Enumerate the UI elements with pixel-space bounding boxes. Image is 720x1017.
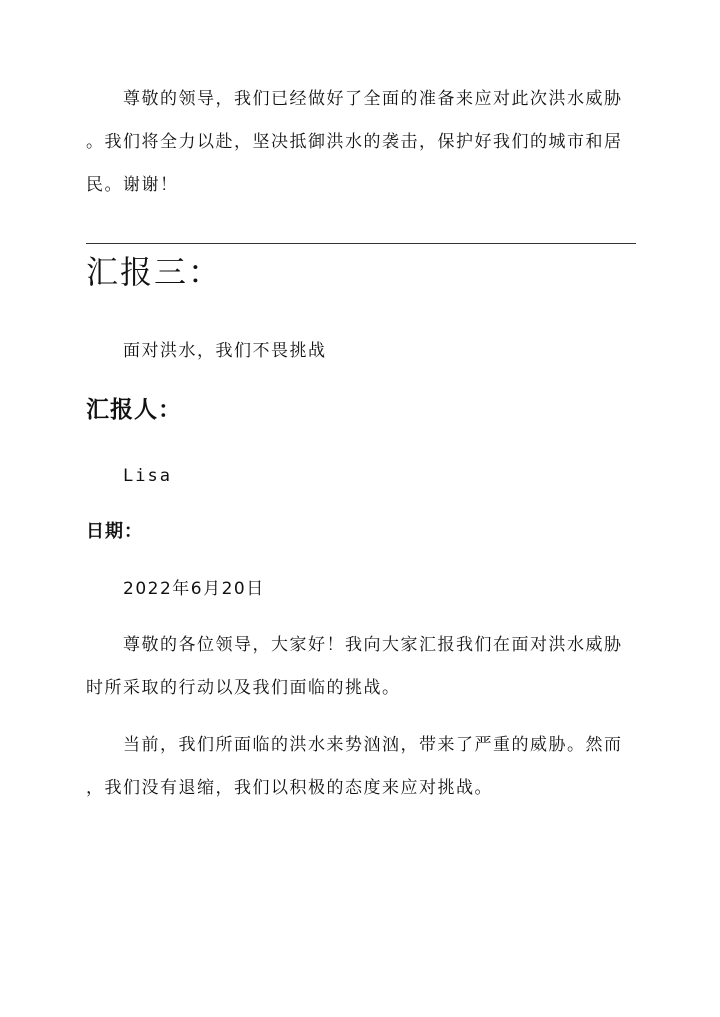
paragraph-line: 当前，我们所面临的洪水来势汹汹，带来了严重的威胁。然而 (123, 735, 623, 755)
paragraph-line: 尊敬的领导，我们已经做好了全面的准备来应对此次洪水威胁 (123, 89, 623, 109)
situation-paragraph (86, 724, 636, 810)
intro-paragraph (86, 624, 636, 710)
report-subtitle: 面对洪水，我们不畏挑战 (123, 341, 327, 361)
reporter-label: 汇报人： (86, 397, 182, 423)
section-divider (86, 243, 636, 244)
paragraph-line: 时所采取的行动以及我们面临的挑战。 (86, 678, 401, 698)
section-heading: 汇报三： (86, 253, 223, 291)
paragraph-line: ，我们没有退缩，我们以积极的态度来应对挑战。 (86, 778, 493, 798)
paragraph-line: 。我们将全力以赴，坚决抵御洪水的袭击，保护好我们的城市和居 (86, 132, 623, 152)
report-date: 2022年6月20日 (123, 579, 265, 599)
paragraph-line: 尊敬的各位领导，大家好！我向大家汇报我们在面对洪水威胁 (123, 635, 623, 655)
reporter-name: Lisa (123, 466, 172, 486)
paragraph-line: 民。谢谢！ (86, 175, 179, 195)
date-label: 日期： (86, 521, 143, 542)
closing-paragraph (86, 78, 636, 207)
